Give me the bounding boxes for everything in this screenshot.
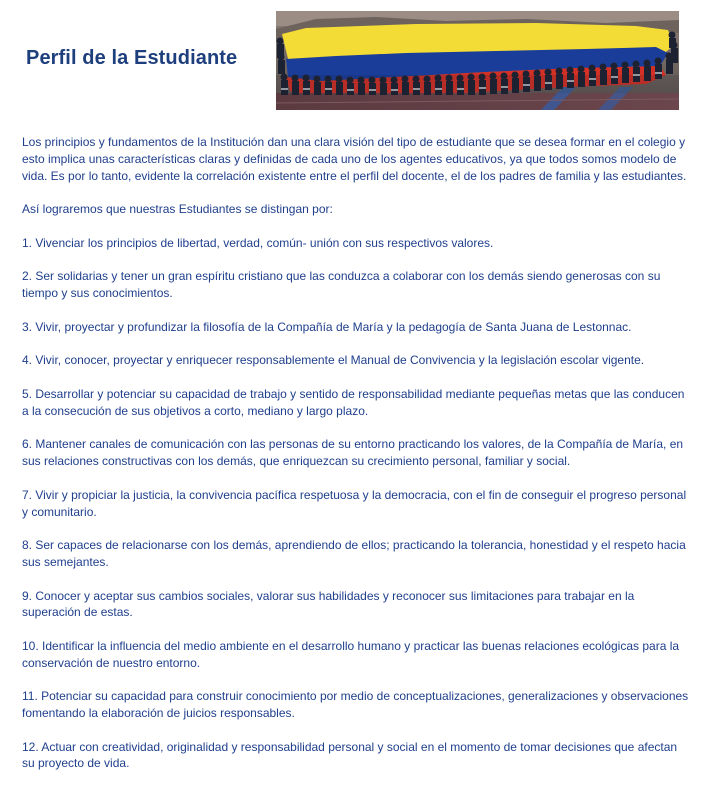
- list-item: 2. Ser solidarias y tener un gran espíritu cristiano que las conduzca a colaborar con los demás siendo generosas con su tiempo y sus conocimientos.: [22, 269, 661, 301]
- list-item: 3. Vivir, proyectar y profundizar la filosofía de la Compañía de María y la pedagogía de Santa Juana de Lestonnac.: [22, 319, 632, 334]
- hero-photo: [276, 11, 679, 110]
- page-title: Perfil de la Estudiante: [26, 47, 238, 69]
- list-item: 6. Mantener canales de comunicación con las personas de su entorno practicando los valores, de la Compañía de María, en sus relaciones constructivas con los demás, que enriquezcan su crecimiento personal, familiar y social.: [22, 437, 684, 469]
- intro-paragraph: Los principios y fundamentos de la Institución dan una clara visión del tipo de estudiante que se desea formar en el colegio y esto implica unas características claras y definidas de cada uno de los agentes educativos, ya que todos somos modelo de vida. Es por lo tanto, evidente la correlación existente entre el perfil del docente, el de los padres de familia y las estudiantes.: [22, 135, 687, 183]
- list-item: 9. Conocer y aceptar sus cambios sociales, valorar sus habilidades y reconocer sus limitaciones para trabajar en la superación de estas.: [22, 588, 635, 620]
- profile-content: [22, 134, 690, 789]
- list-item: 11. Potenciar su capacidad para construir conocimiento por medio de conceptualizaciones, generalizaciones y observaciones fomentando la elaboración de juicios responsables.: [22, 689, 689, 721]
- list-item: 12. Actuar con creatividad, originalidad y responsabilidad personal y social en el momento de tomar decisiones que afectan su proyecto de vida.: [22, 739, 678, 771]
- profile-traits-list: [22, 235, 690, 773]
- intro-lead: Así lograremos que nuestras Estudiantes se distingan por:: [22, 202, 333, 217]
- flag-students-photo-icon: [276, 11, 679, 110]
- list-item: 1. Vivenciar los principios de libertad, verdad, común- unión con sus respectivos valores.: [22, 235, 494, 250]
- list-item: 8. Ser capaces de relacionarse con los demás, aprendiendo de ellos; practicando la tolerancia, honestidad y el respeto hacia sus semejantes.: [22, 538, 686, 569]
- list-item: 7. Vivir y propiciar la justicia, la convivencia pacífica respetuosa y la democracia, con el fin de conseguir el progreso personal y comunitario.: [22, 487, 687, 519]
- list-item: 4. Vivir, conocer, proyectar y enriquecer responsablemente el Manual de Convivencia y la legislación escolar vigente.: [22, 353, 645, 368]
- list-item: 5. Desarrollar y potenciar su capacidad de trabajo y sentido de responsabilidad mediante pequeñas metas que las conducen a la consecución de sus objetivos a corto, mediano y largo plazo.: [22, 386, 685, 418]
- list-item: 10. Identificar la influencia del medio ambiente en el desarrollo humano y practicar las buenas relaciones ecológicas para la conservación de nuestro entorno.: [22, 638, 680, 670]
